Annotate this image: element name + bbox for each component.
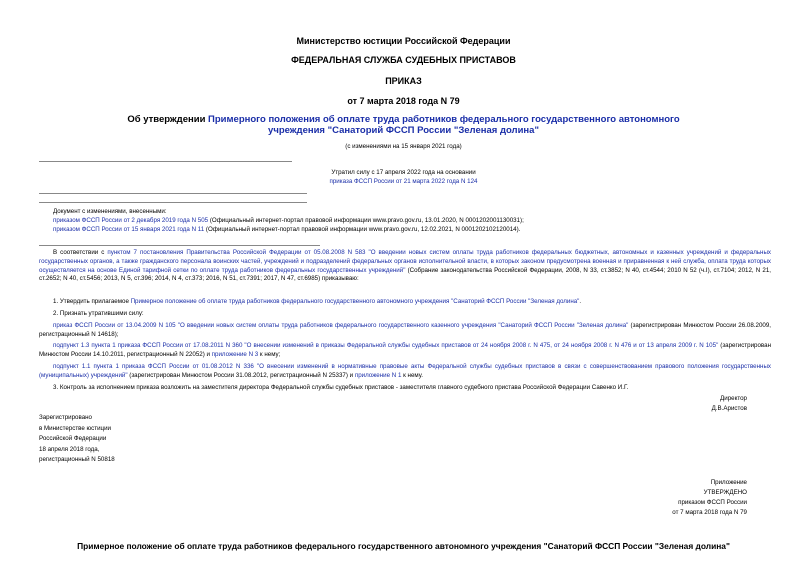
- order-105-link[interactable]: приказ ФССП России от 13.04.2009 N 105 "О введении новых систем оплаты труда работников федерального государственного казенного учреждения "Санаторий ФССП России "Зеленая долина": [53, 322, 629, 329]
- divider: [39, 202, 307, 203]
- appendix-line: от 7 марта 2018 года N 79: [672, 509, 747, 516]
- order-360-link[interactable]: подпункт 1.3 пункта 1 приказа ФССП России от 17.08.2011 N 360 "О внесении изменений в приказы Федеральной службы судебных приставов от 24 ноября 2008 г. N 475, от 24 ноября 2008 г. N 476 и от 13 апреля 2009 г. N 105": [53, 342, 719, 349]
- appendix-3-link[interactable]: приложение N 3: [211, 350, 259, 358]
- divider: [39, 193, 307, 194]
- ministry-name: Министерство юстиции Российской Федерации: [296, 36, 511, 46]
- appendix-title: Примерное положение об оплате труда работников федерального государственного автономного учреждения "Санаторий ФССП России "Зеленая долина": [77, 541, 730, 551]
- body-paragraph-2: 2. Признать утратившими силу:: [53, 310, 144, 317]
- govt-decree-link[interactable]: пунктом 7 постановления Правительства Российской Федерации от 05.08.2008 N 583 "О введении новых систем оплаты труда работников федеральных бюджетных, автономных и казенных учреждений и федеральных государственных органов, а также гражданского персонала воинских частей, учреждений и подразделений федеральных органов исполнительной власти, в которых законом предусмотрена военная и приравненная к ней служба, оплата труда которых осуществляется на основе Единой тарифной сетки по оплате труда работников федеральных государственных учреждений": [39, 249, 771, 274]
- changes-item: приказом ФССП России от 2 декабря 2019 года N 505 (Официальный интернет-портал правовой информации www.pravo.gov.ru, 13.01.2020, N 0001202001130031);: [53, 216, 524, 224]
- signature-name: Д.В.Аристов: [711, 405, 747, 412]
- body-paragraph-2c: подпункт 1.1 пункта 1 приказа ФССП России от 01.08.2012 N 336 "О внесении изменений в нормативные правовые акты Федеральной службы судебных приставов в связи с совершенствованием правового положения государственных (муниципальных) учреждений" (зарегистрирован Минюстом России 31.08.2012, регистрационный N 25337) и приложение N 1 к нему.: [39, 363, 771, 379]
- registration-line: в Министерстве юстиции: [39, 424, 112, 432]
- changes-item: приказом ФССП России от 15 января 2021 года N 11 (Официальный интернет-портал правовой информации www.pravo.gov.ru, 12.02.2021, N 0001202102120014).: [53, 225, 521, 233]
- revision-note: (с изменениями на 15 января 2021 года): [345, 143, 462, 150]
- appendix-block: [672, 478, 747, 518]
- changes-item-link[interactable]: приказом ФССП России от 15 января 2021 года N 11: [53, 225, 205, 233]
- service-name: ФЕДЕРАЛЬНАЯ СЛУЖБА СУДЕБНЫХ ПРИСТАВОВ: [291, 55, 516, 65]
- registration-line: 18 апреля 2018 года,: [39, 445, 100, 453]
- doc-title: [100, 114, 707, 136]
- appendix-1-link[interactable]: приложение N 1: [354, 371, 402, 379]
- expired-link[interactable]: приказа ФССП России от 21 марта 2022 года N 124: [329, 178, 478, 185]
- body-paragraph-1: 1. Утвердить прилагаемое Примерное положение об оплате труда работников федерального государственного автономного учреждения "Санаторий ФССП России "Зеленая долина".: [53, 298, 582, 305]
- expired-note: [0, 168, 807, 186]
- doc-title-link[interactable]: Примерного положения об оплате труда работников федерального государственного автономного учреждения "Санаторий ФССП России "Зеленая долина": [208, 114, 680, 136]
- body-paragraph-preamble: В соответствии с пунктом 7 постановления Правительства Российской Федерации от 05.08.2008 N 583 "О введении новых систем оплаты труда работников федеральных бюджетных, автономных и казенных учреждений и федеральных государственных органов, а также гражданского персонала воинских частей, учреждений и подразделений федеральных органов исполнительной власти, в которых законом предусмотрена военная и приравненная к ней служба, оплата труда которых осуществляется на основе Единой тарифной сетки по оплате труда работников федеральных государственных учреждений" (Собрание законодательства Российской Федерации, 2008, N 33, ст.3852; N 40, ст.4544; 2010 N 52 (ч.I), ст.7104; 2012, N 21, ст.2652; N 40, ст.5456; 2013, N 5, ст.396; 2014, N 4, ст.373; 2016, N 51, ст.7391; 2017, N 47, ст.6985) приказываю:: [39, 249, 771, 283]
- appendix-line: Приложение: [710, 479, 747, 486]
- doc-date-number: от 7 марта 2018 года N 79: [347, 96, 460, 106]
- body-paragraph-2b: подпункт 1.3 пункта 1 приказа ФССП России от 17.08.2011 N 360 "О внесении изменений в приказы Федеральной службы судебных приставов от 24 ноября 2008 г. N 475, от 24 ноября 2008 г. N 476 и от 13 апреля 2009 г. N 105" (зарегистрирован Минюстом России 14.10.2011, регистрационный N 22052) и приложение N 3 к нему;: [39, 342, 771, 358]
- changes-intro: Документ с изменениями, внесенными:: [53, 208, 167, 215]
- order-336-link[interactable]: подпункт 1.1 пункта 1 приказа ФССП России от 01.08.2012 N 336 "О внесении изменений в нормативные правовые акты Федеральной службы судебных приставов в связи с совершенствованием правового положения государственных (муниципальных) учреждений": [39, 363, 771, 379]
- registration-line: регистрационный N 50818: [39, 456, 115, 463]
- divider: [39, 161, 292, 162]
- appendix-line: приказом ФССП России: [678, 499, 747, 506]
- body-paragraph-3: 3. Контроль за исполнением приказа возложить на заместителя директора Федеральной службы судебных приставов - заместителя главного судебного пристава Российской Федерации Савенко И.Г.: [53, 384, 629, 391]
- appendix-line: УТВЕРЖДЕНО: [703, 489, 747, 496]
- doc-title-prefix: Об утверждении: [127, 114, 209, 125]
- signature-block: [712, 394, 747, 414]
- registration-line: Зарегистрировано: [39, 414, 92, 421]
- changes-item-link[interactable]: приказом ФССП России от 2 декабря 2019 года N 505: [53, 216, 209, 224]
- regulation-link[interactable]: Примерное положение об оплате труда работников федерального государственного автономного учреждения "Санаторий ФССП России "Зеленая долина": [130, 298, 580, 305]
- registration-line: Российской Федерации: [39, 435, 107, 442]
- expired-line: Утратил силу с 17 апреля 2022 года на основании: [331, 169, 476, 176]
- body-paragraph-2a: приказ ФССП России от 13.04.2009 N 105 "О введении новых систем оплаты труда работников федерального государственного казенного учреждения "Санаторий ФССП России "Зеленая долина" (зарегистрирован Минюстом России 26.08.2009, регистрационный N 14618);: [39, 322, 771, 338]
- signature-role: Директор: [720, 395, 747, 402]
- doc-type: ПРИКАЗ: [385, 76, 422, 86]
- registration-block: [39, 413, 115, 466]
- changes-block: [53, 208, 771, 234]
- divider: [39, 245, 320, 246]
